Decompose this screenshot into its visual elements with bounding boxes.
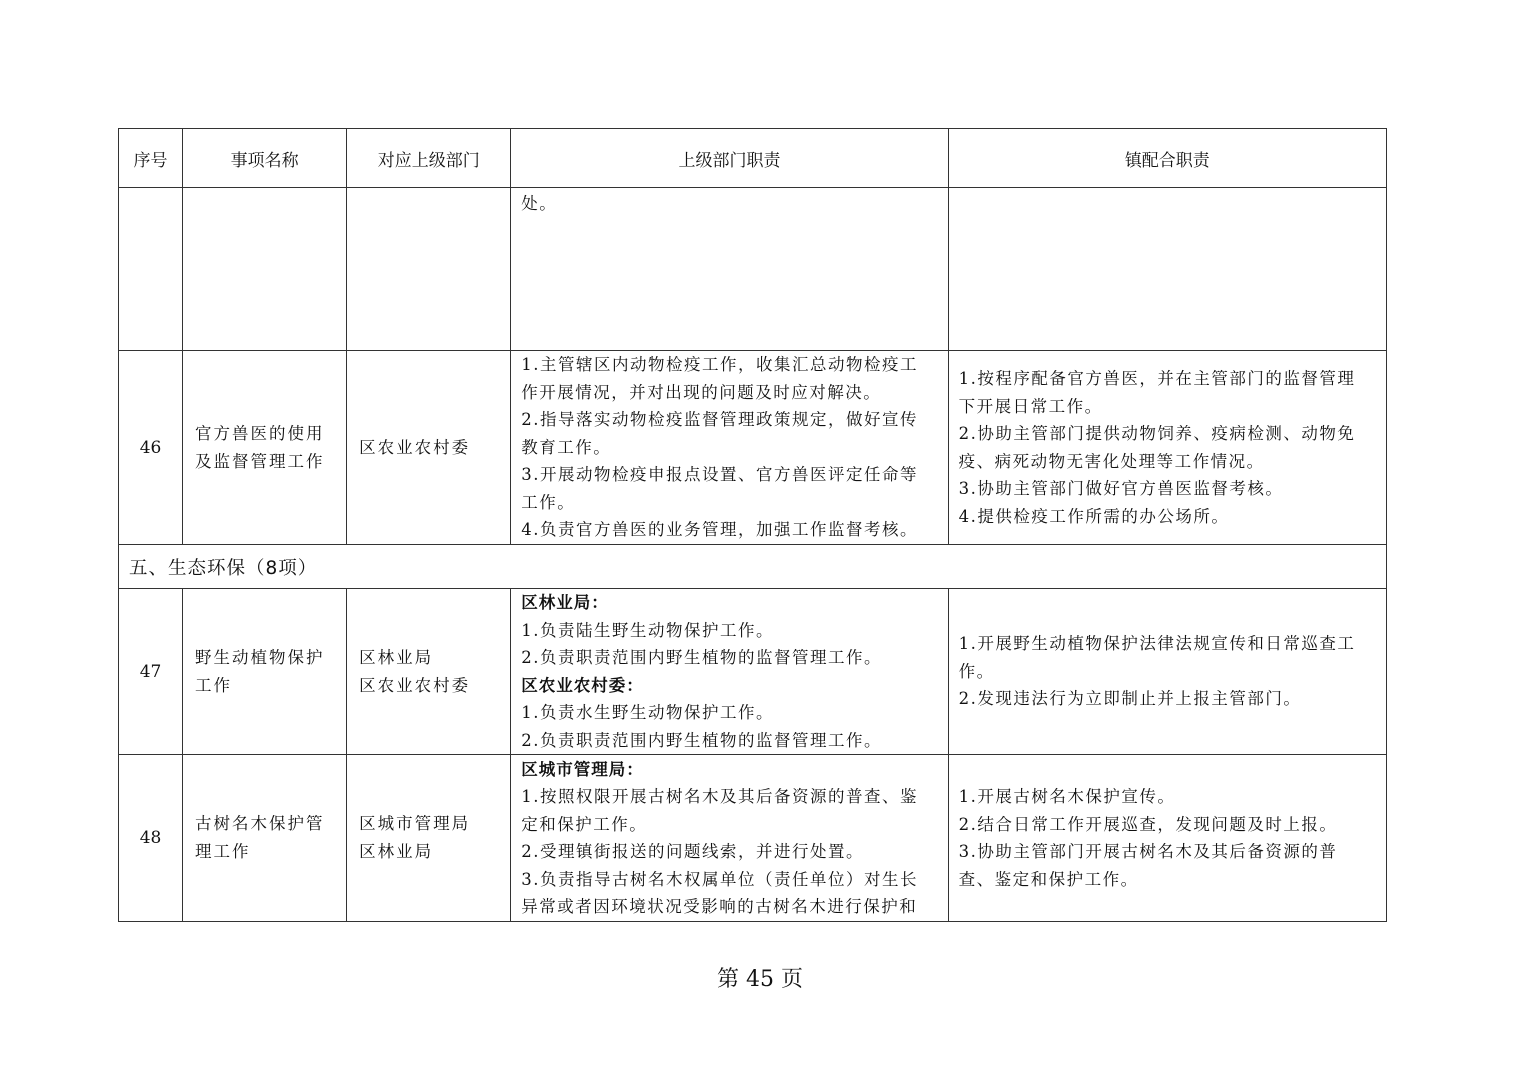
name-line: 及监督管理工作 bbox=[195, 451, 325, 471]
dept-line: 区城市管理局 bbox=[359, 814, 471, 833]
cell-item-name bbox=[183, 188, 347, 351]
town-duty-line: 1.按程序配备官方兽医，并在主管部门的监督管理 bbox=[958, 369, 1356, 388]
duty-line: 4.负责官方兽医的业务管理，加强工作监督考核。 bbox=[521, 520, 919, 540]
cell-item-name bbox=[183, 755, 347, 922]
duty-line: 2.受理镇街报送的问题线索，并进行处置。 bbox=[521, 842, 865, 861]
table-row bbox=[119, 755, 1387, 922]
name-line: 古树名木保护管 bbox=[195, 814, 325, 833]
town-duty-line: 2.协助主管部门提供动物饲养、疫病检测、动物免 bbox=[958, 424, 1356, 443]
dept-line: 区林业局 bbox=[359, 647, 434, 667]
name-line: 官方兽医的使用 bbox=[195, 423, 325, 443]
cell-town-duty bbox=[948, 589, 1386, 755]
table-row bbox=[119, 589, 1387, 755]
header-seq: 序号 bbox=[119, 129, 183, 188]
duty-line: 1.主管辖区内动物检疫工作，收集汇总动物检疫工 bbox=[521, 355, 919, 375]
header-town-duty: 镇配合职责 bbox=[948, 129, 1386, 188]
name-line: 工作 bbox=[195, 675, 233, 695]
cell-seq bbox=[119, 188, 183, 351]
duty-line: 处。 bbox=[521, 194, 558, 213]
table-row-continuation bbox=[119, 188, 1387, 351]
duty-line: 教育工作。 bbox=[521, 437, 612, 457]
name-line: 理工作 bbox=[195, 842, 251, 861]
page-number: 第 45 页 bbox=[717, 967, 803, 992]
duty-line: 作开展情况，并对出现的问题及时应对解决。 bbox=[521, 382, 882, 402]
cell-superior-duty bbox=[511, 755, 948, 922]
cell-item-name bbox=[183, 589, 347, 755]
town-duty-line: 作。 bbox=[958, 661, 995, 681]
dept-line: 区农业农村委 bbox=[359, 675, 471, 695]
cell-superior-duty bbox=[511, 589, 948, 755]
cell-superior-duty bbox=[511, 351, 948, 545]
header-superior-duty: 上级部门职责 bbox=[511, 129, 948, 188]
town-duty-line: 1.开展野生动植物保护法律法规宣传和日常巡查工 bbox=[958, 634, 1356, 654]
duty-line: 定和保护工作。 bbox=[521, 814, 648, 834]
dept-subheading: 区城市管理局： bbox=[521, 759, 644, 779]
duty-line: 1.按照权限开展古树名木及其后备资源的普查、鉴 bbox=[521, 787, 919, 806]
town-duty-line: 4.提供检疫工作所需的办公场所。 bbox=[958, 506, 1230, 526]
duty-line: 工作。 bbox=[521, 492, 576, 512]
table-header-row bbox=[119, 129, 1387, 188]
duty-line: 2.负责职责范围内野生植物的监督管理工作。 bbox=[521, 730, 883, 750]
dept-line: 区林业局 bbox=[359, 842, 434, 861]
section-title: 五、生态环保（8项） bbox=[119, 545, 1387, 589]
table-row bbox=[119, 351, 1387, 545]
cell-town-duty bbox=[948, 755, 1386, 922]
town-duty-line: 2.发现违法行为立即制止并上报主管部门。 bbox=[958, 689, 1302, 709]
cell-town-duty bbox=[948, 188, 1386, 351]
name-line: 野生动植物保护 bbox=[195, 647, 325, 667]
cell-superior-dept bbox=[347, 351, 511, 545]
cell-seq: 48 bbox=[119, 755, 183, 922]
town-duty-line: 下开展日常工作。 bbox=[958, 396, 1103, 416]
cell-superior-dept bbox=[347, 589, 511, 755]
cell-seq: 46 bbox=[119, 351, 183, 545]
dept-line: 区农业农村委 bbox=[359, 437, 471, 457]
duty-line: 3.负责指导古树名木权属单位（责任单位）对生长 bbox=[521, 869, 919, 889]
town-duty-line: 3.协助主管部门开展古树名木及其后备资源的普 bbox=[958, 842, 1338, 861]
header-superior-dept: 对应上级部门 bbox=[347, 129, 511, 188]
section-row bbox=[119, 545, 1387, 589]
cell-seq: 47 bbox=[119, 589, 183, 755]
duty-line: 1.负责水生野生动物保护工作。 bbox=[521, 703, 775, 722]
cell-item-name bbox=[183, 351, 347, 545]
duty-line: 异常或者因环境状况受影响的古树名木进行保护和 bbox=[521, 897, 918, 916]
town-duty-line: 查、鉴定和保护工作。 bbox=[958, 869, 1139, 889]
duty-line: 1.负责陆生野生动物保护工作。 bbox=[521, 620, 775, 640]
duty-line: 2.指导落实动物检疫监督管理政策规定，做好宣传 bbox=[521, 410, 919, 430]
duty-line: 3.开展动物检疫申报点设置、官方兽医评定任命等 bbox=[521, 465, 919, 485]
cell-superior-duty bbox=[511, 188, 948, 351]
responsibility-table bbox=[118, 128, 1387, 922]
town-duty-line: 3.协助主管部门做好官方兽医监督考核。 bbox=[958, 479, 1284, 498]
town-duty-line: 疫、病死动物无害化处理等工作情况。 bbox=[958, 451, 1265, 471]
dept-subheading: 区林业局： bbox=[521, 593, 609, 612]
town-duty-line: 1.开展古树名木保护宣传。 bbox=[958, 787, 1176, 806]
cell-town-duty bbox=[948, 351, 1386, 545]
cell-superior-dept bbox=[347, 188, 511, 351]
cell-superior-dept bbox=[347, 755, 511, 922]
dept-subheading: 区农业农村委： bbox=[521, 675, 644, 695]
duty-line: 2.负责职责范围内野生植物的监督管理工作。 bbox=[521, 648, 883, 667]
header-item-name: 事项名称 bbox=[183, 129, 347, 188]
town-duty-line: 2.结合日常工作开展巡查，发现问题及时上报。 bbox=[958, 814, 1338, 834]
